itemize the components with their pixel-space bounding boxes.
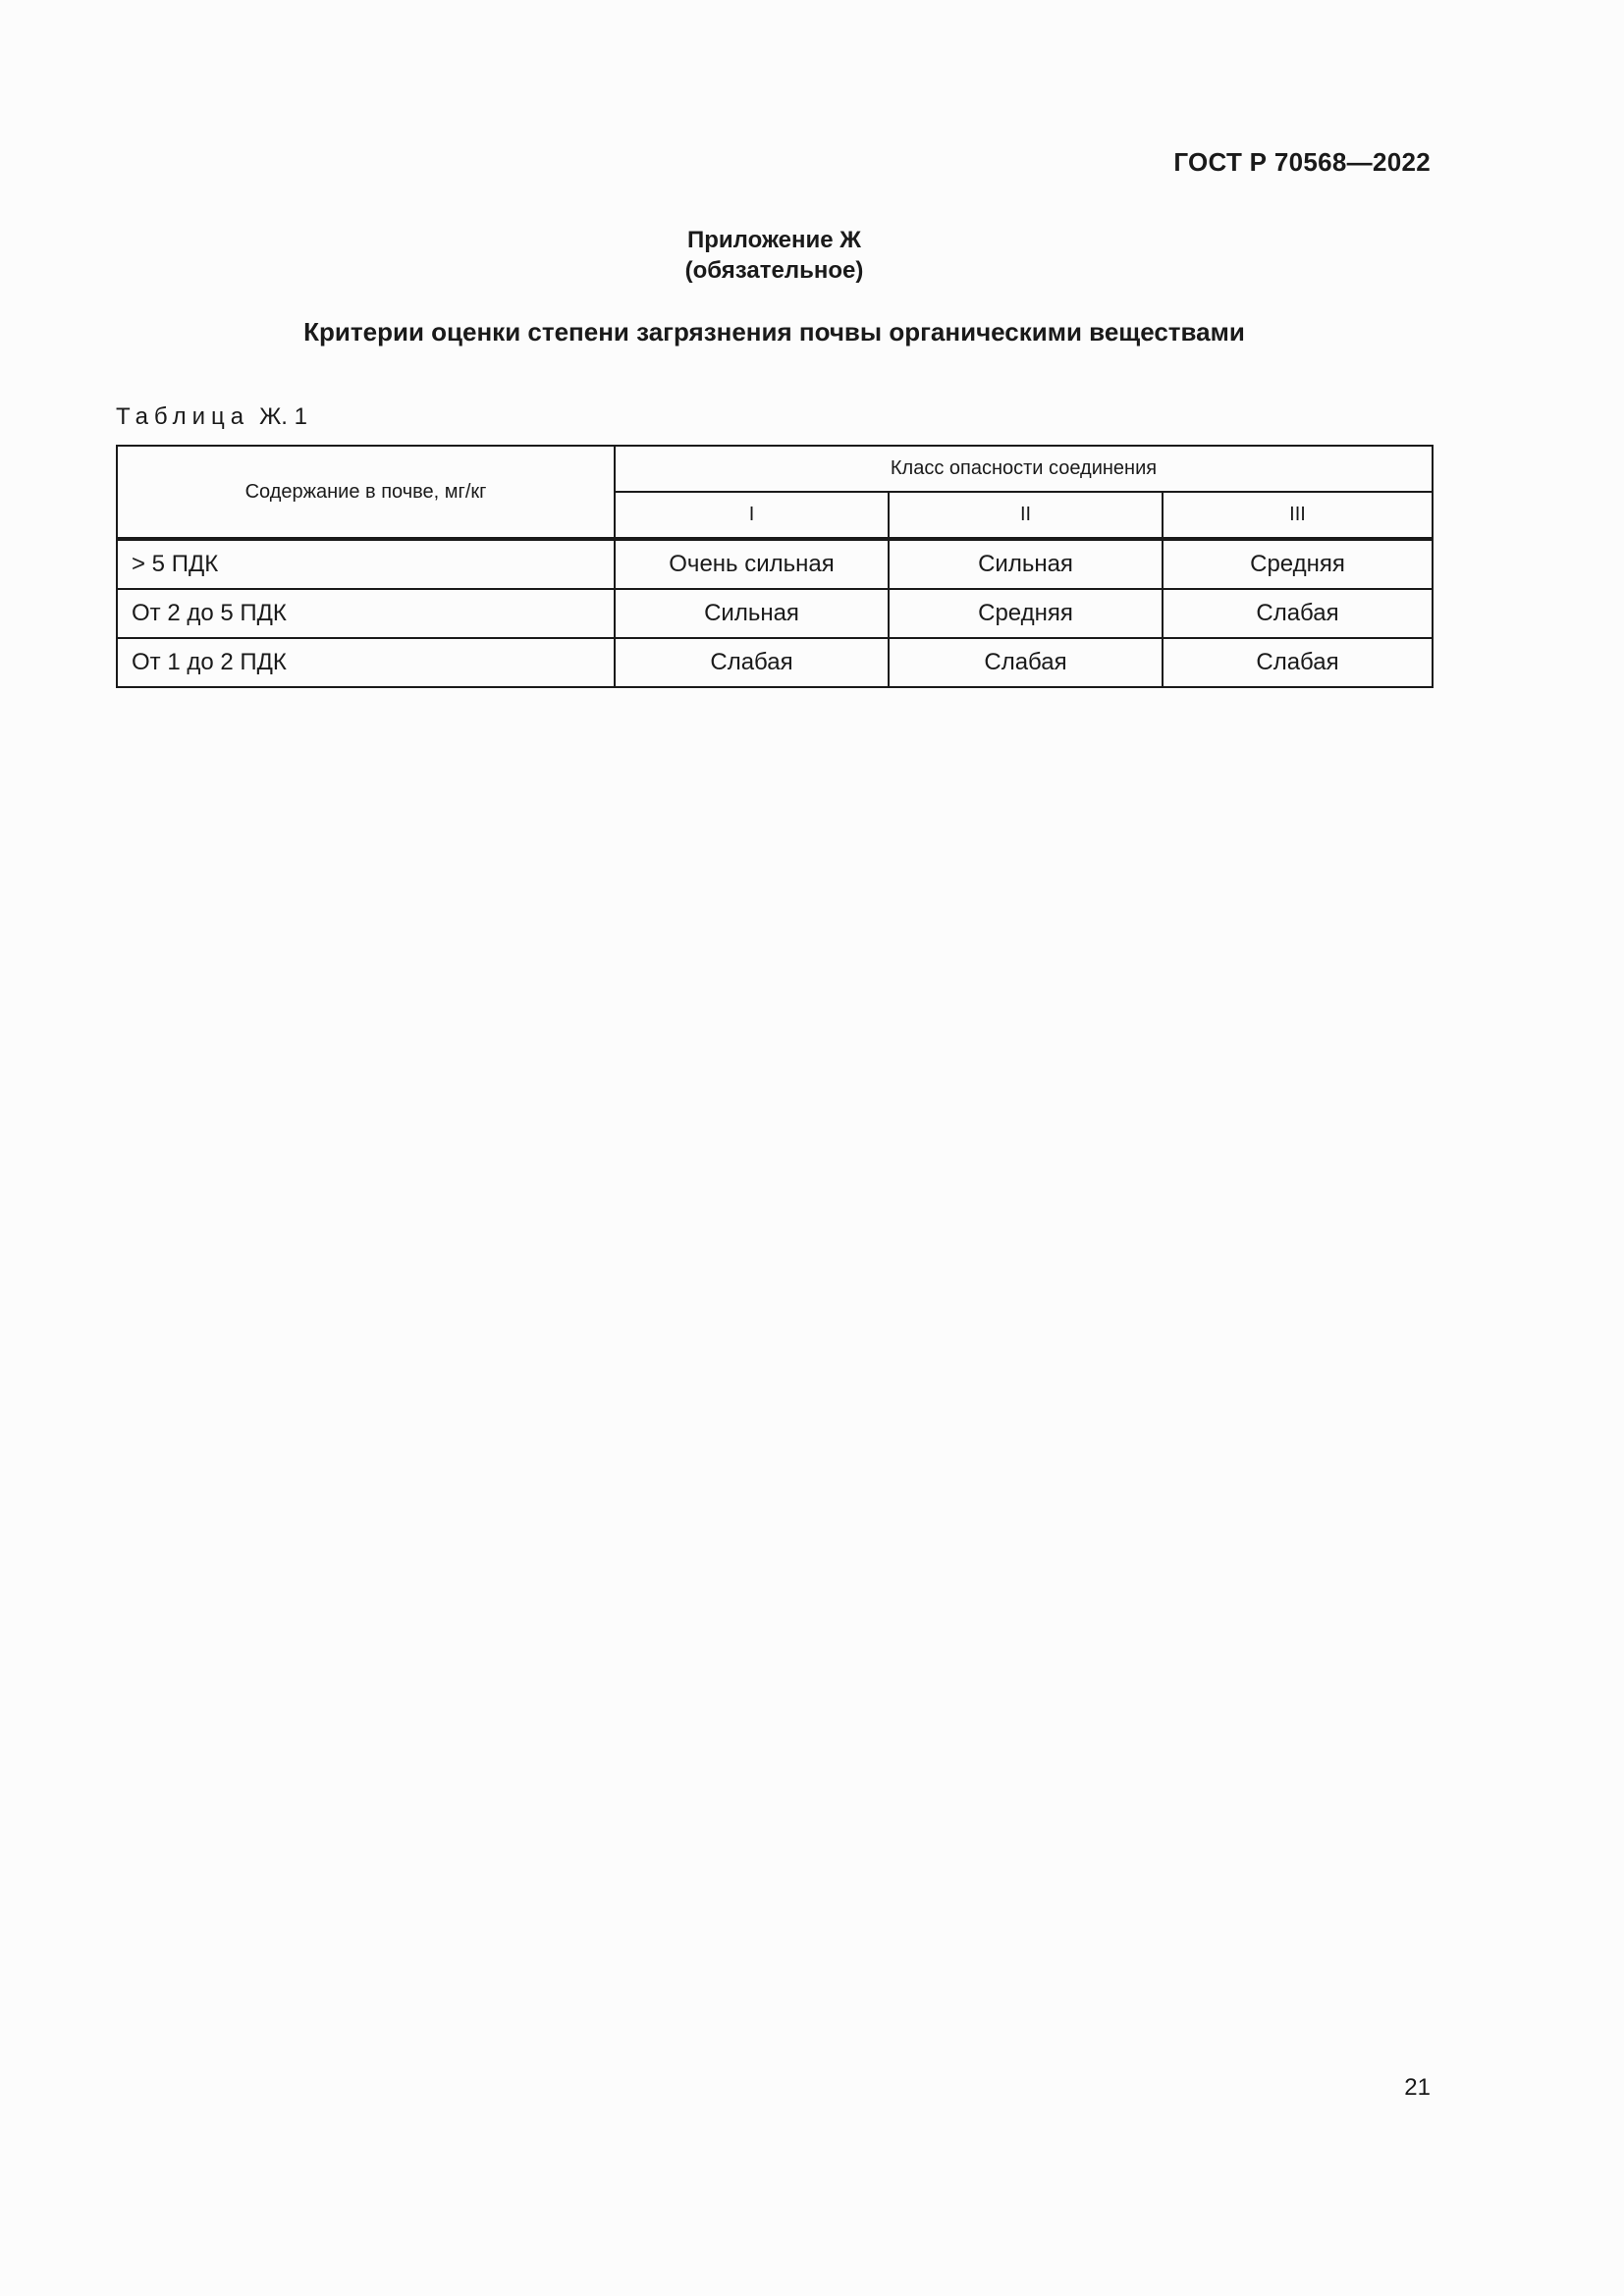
document-code: ГОСТ Р 70568—2022 bbox=[1173, 147, 1431, 177]
column-header-class-1: I bbox=[615, 492, 889, 539]
table-cell: Средняя bbox=[889, 589, 1163, 638]
section-title: Критерии оценки степени загрязнения почвы органическими веществами bbox=[303, 317, 1245, 347]
appendix-title: Приложение Ж bbox=[687, 227, 861, 253]
column-header-class-2: II bbox=[889, 492, 1163, 539]
table-row bbox=[117, 638, 1433, 687]
row-label: > 5 ПДК bbox=[117, 539, 615, 589]
table-cell: Сильная bbox=[615, 589, 889, 638]
table-cell: Средняя bbox=[1163, 539, 1433, 589]
table-caption-number: Ж. 1 bbox=[259, 403, 307, 430]
table-cell: Слабая bbox=[1163, 589, 1433, 638]
row-header-cell: Содержание в почве, мг/кг bbox=[117, 446, 615, 539]
table-row bbox=[117, 589, 1433, 638]
table-header-row bbox=[117, 446, 1433, 492]
row-label: От 1 до 2 ПДК bbox=[117, 638, 615, 687]
contamination-criteria-table bbox=[116, 445, 1434, 688]
column-header-class-3: III bbox=[1163, 492, 1433, 539]
table-caption bbox=[116, 403, 307, 431]
table-cell: Слабая bbox=[889, 638, 1163, 687]
table-cell: Сильная bbox=[889, 539, 1163, 589]
appendix-status: (обязательное) bbox=[684, 257, 864, 284]
row-label: От 2 до 5 ПДК bbox=[117, 589, 615, 638]
table-cell: Слабая bbox=[1163, 638, 1433, 687]
table-cell: Очень сильная bbox=[615, 539, 889, 589]
table-caption-word: Таблица bbox=[116, 403, 250, 430]
table-row bbox=[117, 539, 1433, 589]
page-number: 21 bbox=[1404, 2074, 1431, 2101]
group-header-cell: Класс опасности соединения bbox=[615, 446, 1433, 492]
table-cell: Слабая bbox=[615, 638, 889, 687]
